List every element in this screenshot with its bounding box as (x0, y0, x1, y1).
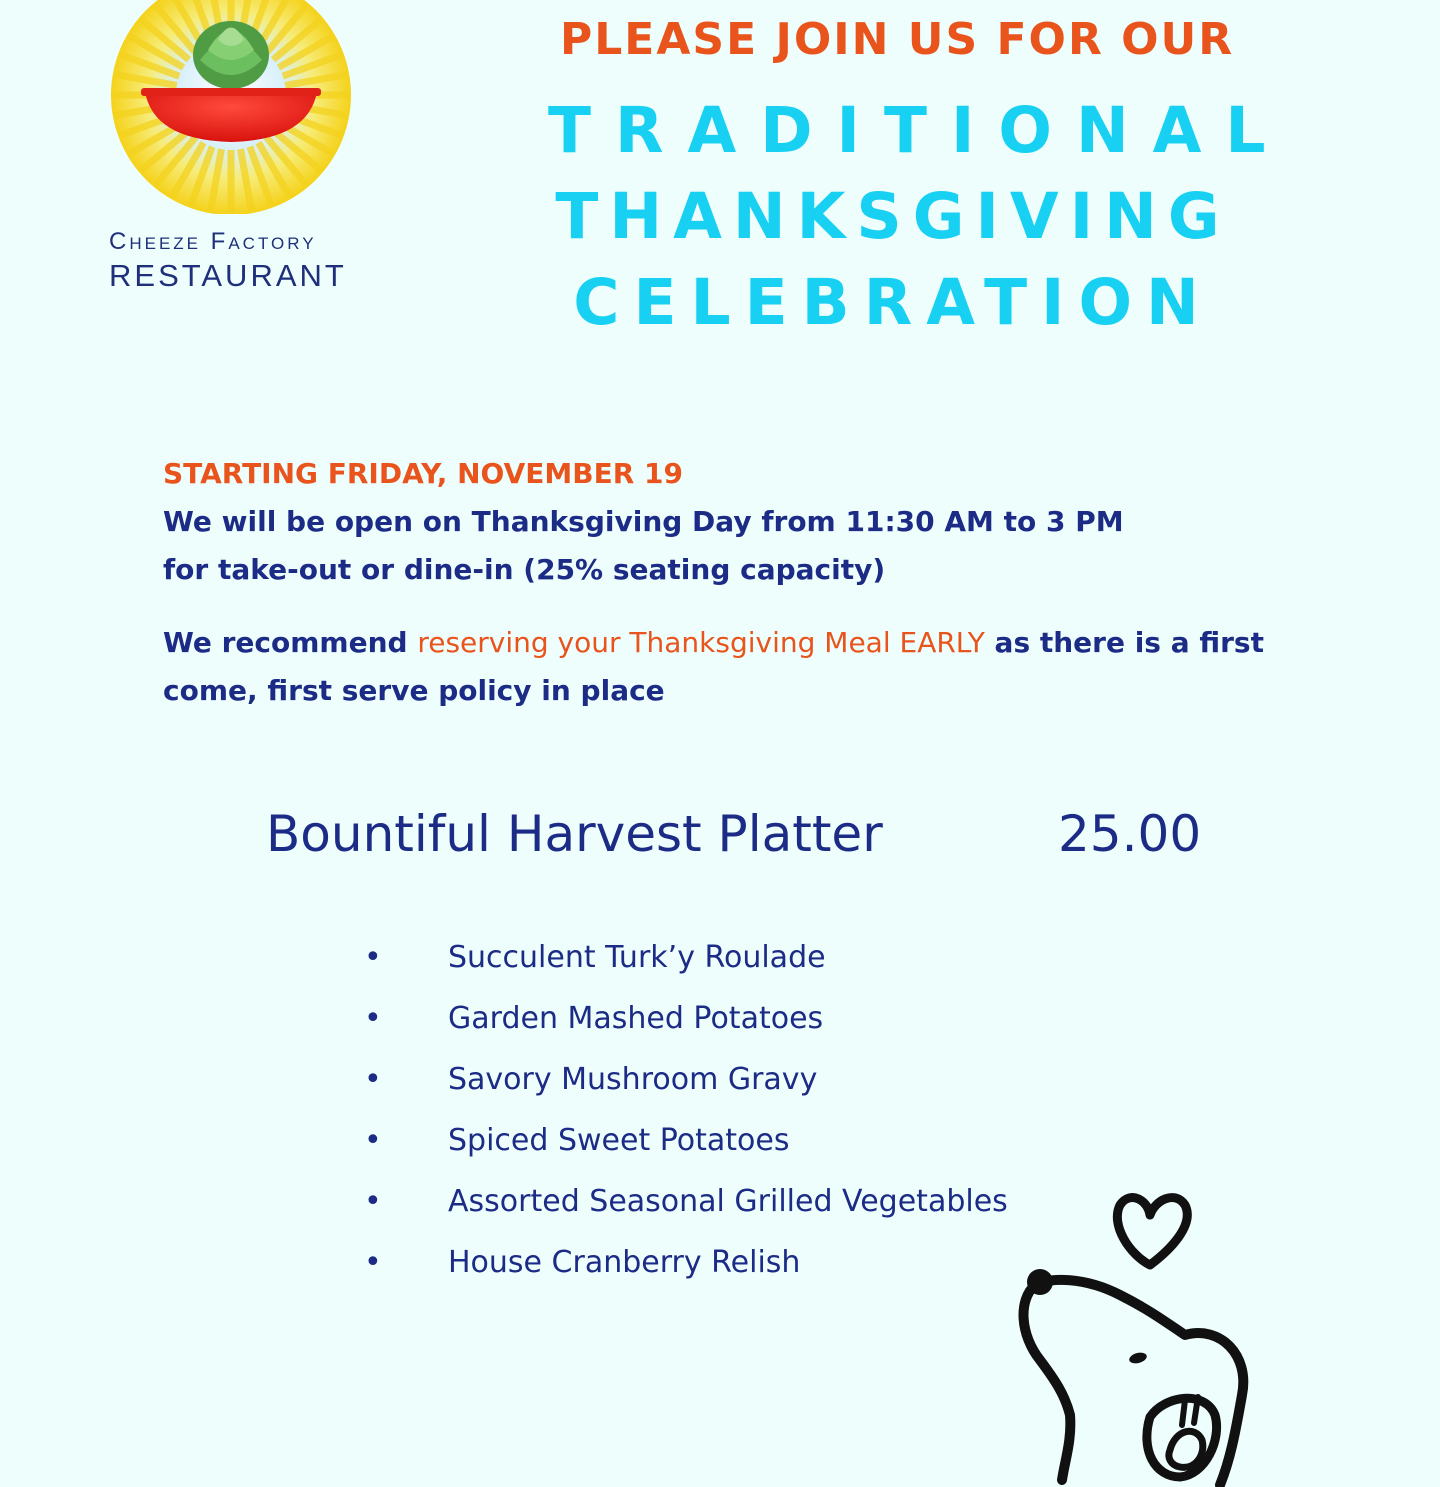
menu-item-text: House Cranberry Relish (448, 1245, 801, 1280)
restaurant-subtitle: RESTAURANT (109, 258, 347, 293)
dog-heart-icon (1010, 1185, 1260, 1487)
bullet-icon: • (364, 1123, 382, 1158)
platter-price: 25.00 (1058, 805, 1202, 863)
recommend-prefix: We recommend (163, 626, 418, 659)
platter-heading (266, 805, 1226, 863)
menu-item-text: Garden Mashed Potatoes (448, 1001, 824, 1036)
menu-item-text: Assorted Seasonal Grilled Vegetables (448, 1184, 1008, 1219)
recommendation-text (163, 619, 1283, 715)
menu-item-text: Succulent Turk’y Roulade (448, 940, 826, 975)
event-title-line-2: THANKSGIVING (555, 180, 1231, 253)
restaurant-name: Cheeze Factory (109, 228, 317, 255)
invite-heading: PLEASE JOIN US FOR OUR (560, 14, 1235, 65)
restaurant-logo (100, 0, 370, 300)
start-date: STARTING FRIDAY, NOVEMBER 19 (163, 457, 683, 490)
recommend-highlight: reserving your Thanksgiving Meal EARLY (417, 626, 985, 659)
event-title (548, 88, 1290, 346)
bullet-icon: • (364, 1001, 382, 1036)
event-title-line-1: TRADITIONAL (548, 94, 1290, 167)
artichoke-bowl-icon (108, 0, 354, 214)
hours-line-2: for take-out or dine-in (25% seating capacity) (163, 553, 886, 586)
menu-item-text: Savory Mushroom Gravy (448, 1062, 818, 1097)
intro-text (163, 450, 1283, 715)
event-title-line-3: CELEBRATION (573, 266, 1213, 339)
bullet-icon: • (364, 1245, 382, 1280)
bullet-icon: • (364, 1184, 382, 1219)
bullet-icon: • (364, 1062, 382, 1097)
hours-text (163, 498, 1283, 594)
platter-name: Bountiful Harvest Platter (266, 805, 883, 863)
recommend-suffix: as there is a first come, first serve policy in place (163, 626, 1264, 707)
hours-line-1: We will be open on Thanksgiving Day from 11:30 AM to 3 PM (163, 505, 1124, 538)
bullet-icon: • (364, 940, 382, 975)
menu-item-text: Spiced Sweet Potatoes (448, 1123, 790, 1158)
